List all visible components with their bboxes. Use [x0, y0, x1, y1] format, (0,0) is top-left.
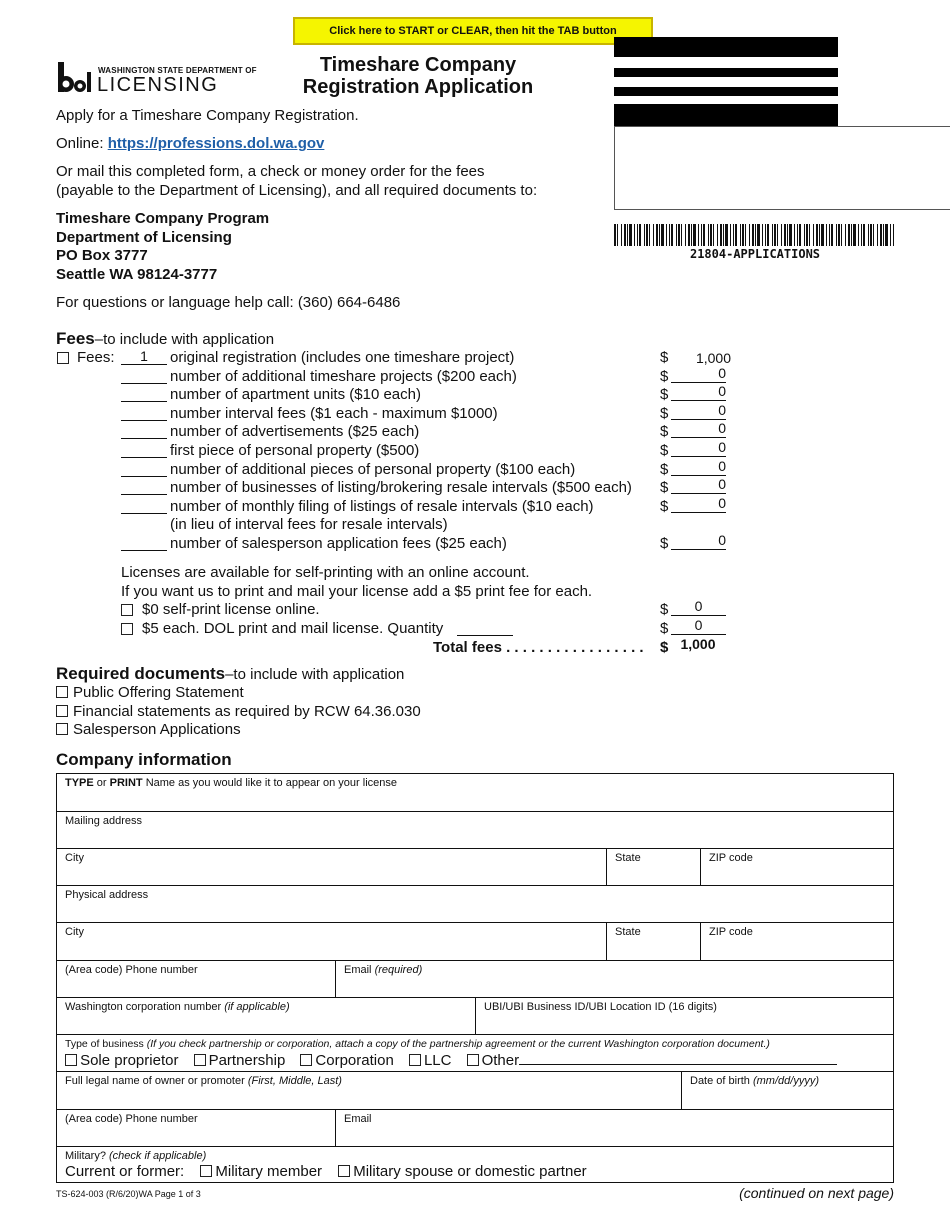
fee-row [0, 476, 950, 497]
fee-description: number interval fees ($1 each - maximum $1000) [170, 405, 498, 422]
barcode-bar [831, 224, 833, 246]
qty-field[interactable] [121, 368, 167, 384]
fee-description: number of monthly filing of listings of resale intervals ($10 each) [170, 498, 594, 515]
office-use-box [614, 126, 950, 210]
fee-amount: 0 [671, 404, 726, 420]
fee-amount: 0 [671, 367, 726, 383]
wa-corp-label: Washington corporation number [65, 1001, 225, 1013]
physical-address-label: Physical address [65, 889, 149, 901]
type-label: TYPE [65, 777, 94, 789]
state-label: State [615, 926, 641, 938]
dollar-sign: $ [660, 442, 669, 459]
dollar-sign: $ [660, 639, 669, 656]
barcode-bar [671, 224, 673, 246]
qty-field[interactable] [121, 535, 167, 551]
qty-field[interactable] [121, 386, 167, 402]
address-line: Seattle WA 98124-3777 [56, 265, 218, 283]
current-former-label: Current or former: [65, 1163, 185, 1180]
qty-field[interactable] [121, 498, 167, 514]
barcode-bar [762, 224, 763, 246]
barcode-bar [691, 224, 692, 246]
barcode-bar [634, 224, 635, 246]
redaction-bar [614, 87, 838, 96]
military-note: (check if applicable) [109, 1150, 207, 1162]
total-fees-row [0, 636, 950, 657]
barcode-bar [693, 224, 696, 246]
barcode-bar [720, 224, 722, 246]
required-doc-checkbox[interactable] [56, 686, 68, 698]
qty-field[interactable] [121, 479, 167, 495]
barcode-bar [774, 224, 776, 246]
page-title [262, 54, 574, 98]
dollar-sign: $ [660, 368, 669, 385]
dollar-sign: $ [660, 349, 669, 366]
barcode-bar [851, 224, 852, 246]
qty-field[interactable]: 1 [121, 349, 167, 365]
dob-label: Date of birth [690, 1075, 753, 1087]
other-checkbox[interactable] [467, 1054, 479, 1066]
barcode-bar [789, 224, 792, 246]
barcode-bar [821, 224, 824, 246]
fee-amount: 0 [671, 497, 726, 513]
dollar-sign: $ [660, 620, 669, 637]
online-link[interactable]: https://professions.dol.wa.gov [107, 135, 325, 152]
city-label: City [65, 926, 84, 938]
dollar-sign: $ [660, 405, 669, 422]
other-business-field[interactable] [519, 1052, 837, 1065]
barcode-bar [797, 224, 798, 246]
dollar-sign: $ [660, 535, 669, 552]
barcode-bar [678, 224, 680, 246]
barcode-bar [853, 224, 856, 246]
required-docs-title: Required documents [56, 664, 226, 683]
fee-note: (in lieu of interval fees for resale intervals) [170, 516, 448, 533]
fee-row [0, 458, 950, 479]
online-line [56, 135, 324, 154]
barcode-bar [627, 224, 628, 246]
fee-row [0, 495, 950, 516]
barcode-bar [698, 224, 699, 246]
corporation-checkbox[interactable] [300, 1054, 312, 1066]
military-options [65, 1163, 885, 1180]
ubi-field[interactable] [476, 998, 893, 1035]
barcode-bar [755, 224, 756, 246]
barcode-bar [666, 224, 667, 246]
barcode-bar [723, 224, 724, 246]
mailing-address-block [56, 210, 269, 284]
barcode-bar [740, 224, 741, 246]
required-doc-checkbox[interactable] [56, 705, 68, 717]
city-label: City [65, 852, 84, 864]
required-doc-label: Financial statements as required by RCW 64.36.030 [73, 703, 421, 720]
dol-print-label: $5 each. DOL print and mail license. Quantity [142, 620, 444, 637]
required-doc-item [56, 684, 244, 701]
barcode-text: 21804-APPLICATIONS [689, 247, 821, 261]
barcode-bar [890, 224, 891, 246]
required-doc-label: Salesperson Applications [73, 721, 241, 738]
self-print-row [0, 598, 950, 619]
barcode-bar [646, 224, 648, 246]
dollar-sign: $ [660, 423, 669, 440]
barcode-bar [749, 224, 750, 246]
barcode-bar [742, 224, 744, 246]
fee-note-row [0, 516, 950, 534]
zip-label: ZIP code [709, 926, 753, 938]
fee-row [0, 532, 950, 553]
dol-print-amount: 0 [671, 619, 726, 635]
mail-instructions [56, 163, 537, 200]
fee-description: original registration (includes one timeshare project) [170, 349, 515, 366]
fee-amount: 0 [671, 422, 726, 438]
license-name-field[interactable] [57, 774, 893, 812]
address-line: Timeshare Company Program [56, 210, 270, 227]
barcode-bar [784, 224, 786, 246]
zip-label: ZIP code [709, 852, 753, 864]
redaction-bar [614, 37, 838, 57]
military-label-line [65, 1150, 885, 1162]
barcode-bar [669, 224, 670, 246]
military-member-checkbox[interactable] [200, 1165, 212, 1177]
barcode-bar [845, 224, 846, 246]
fee-description: first piece of personal property ($500) [170, 442, 420, 459]
llc-checkbox[interactable] [409, 1054, 421, 1066]
fee-description: number of businesses of listing/brokering resale intervals ($500 each) [170, 479, 632, 496]
barcode-bar [656, 224, 658, 246]
barcode-bar [799, 224, 801, 246]
redaction-bar [614, 104, 838, 126]
total-fees-amount: 1,000 [680, 636, 716, 652]
license-note-2 [121, 583, 592, 601]
partnership-checkbox[interactable] [194, 1054, 206, 1066]
fee-row [0, 439, 950, 460]
barcode-bar [681, 224, 682, 246]
continued-note: (continued on next page) [739, 1185, 894, 1201]
barcode-bar [637, 224, 638, 246]
barcode-bar [893, 224, 894, 246]
barcode-bar [781, 224, 782, 246]
business-type-options [65, 1052, 885, 1069]
dollar-sign: $ [660, 601, 669, 618]
barcode-bar [877, 224, 878, 246]
barcode-bar [870, 224, 872, 246]
form-number: TS-624-003 (R/6/20)WA Page 1 of 3 [56, 1189, 201, 1199]
barcode-bar [883, 224, 884, 246]
fee-row [0, 402, 950, 423]
mailing-address-label: Mailing address [65, 815, 143, 827]
phone-field[interactable] [57, 961, 336, 998]
barcode-bar [735, 224, 737, 246]
ubi-label: UBI/UBI Business ID/UBI Location ID (16 digits) [484, 1001, 717, 1013]
fees-heading [56, 329, 274, 349]
option-label: Partnership [208, 1052, 286, 1069]
logo-agency-line: WASHINGTON STATE DEPARTMENT OF [98, 66, 257, 75]
mailing-address-field[interactable] [57, 812, 893, 849]
company-info-table [56, 773, 894, 1183]
license-note-1 [121, 564, 530, 582]
barcode-bar [885, 224, 888, 246]
barcode-bar [863, 224, 865, 246]
option-label: Sole proprietor [80, 1052, 179, 1069]
fee-description: number of additional pieces of personal property ($100 each) [170, 461, 576, 478]
qty-field[interactable] [121, 423, 167, 439]
print-quantity-field[interactable] [457, 620, 513, 636]
barcode-bar [710, 224, 712, 246]
required-docs-sub: –to include with application [225, 666, 405, 683]
logo-name: LICENSING [97, 74, 219, 96]
barcode-bar [703, 224, 705, 246]
barcode-bar [730, 224, 731, 246]
email-label: Email [344, 964, 375, 976]
barcode-bar [701, 224, 702, 246]
business-type-label: Type of business [65, 1038, 147, 1050]
barcode-bar [614, 224, 616, 246]
fee-row [0, 383, 950, 404]
fee-amount: 0 [671, 478, 726, 494]
mail-line-1: Or mail this completed form, a check or money order for the fees [56, 163, 485, 180]
barcode-bar [745, 224, 746, 246]
barcode-bar [639, 224, 641, 246]
barcode-bar [653, 224, 654, 246]
barcode-bar [659, 224, 660, 246]
barcode-bar [868, 224, 869, 246]
fee-row [0, 365, 950, 386]
barcode-bar [765, 224, 766, 246]
qty-field[interactable] [121, 461, 167, 477]
barcode-bar [767, 224, 769, 246]
barcode-bar [624, 224, 626, 246]
barcode-bar [836, 224, 837, 246]
physical-city-field[interactable] [57, 923, 607, 961]
company-heading-title: Company information [56, 750, 232, 769]
dob-field[interactable] [682, 1072, 893, 1110]
dollar-sign: $ [660, 461, 669, 478]
barcode-bar [777, 224, 778, 246]
barcode-bar [752, 224, 754, 246]
barcode-bar [816, 224, 818, 246]
barcode-bar [826, 224, 827, 246]
qty-field[interactable] [121, 405, 167, 421]
sole-proprietor-checkbox[interactable] [65, 1054, 77, 1066]
option-label: Corporation [315, 1052, 394, 1069]
barcode-bar [649, 224, 650, 246]
physical-address-field[interactable] [57, 886, 893, 923]
barcode-bar [794, 224, 795, 246]
barcode-bar [688, 224, 690, 246]
required-doc-checkbox[interactable] [56, 723, 68, 735]
barcode-bar [838, 224, 840, 246]
fee-amount: 1,000 [695, 350, 731, 366]
fee-amount: 0 [671, 534, 726, 550]
dol-logo-icon [56, 62, 92, 94]
fees-heading-title: Fees [56, 329, 95, 348]
military-spouse-checkbox[interactable] [338, 1165, 350, 1177]
company-heading [56, 750, 232, 770]
barcode-bar [806, 224, 808, 246]
required-docs-heading [56, 664, 404, 684]
barcode [614, 224, 896, 246]
business-type-label-line [65, 1038, 885, 1050]
fees-section [0, 349, 950, 659]
title-line-1: Timeshare Company [319, 54, 517, 76]
owner-name-field[interactable] [57, 1072, 682, 1110]
barcode-bar [861, 224, 862, 246]
barcode-bar [787, 224, 788, 246]
dol-print-row [0, 617, 950, 638]
fee-description: number of apartment units ($10 each) [170, 386, 421, 403]
barcode-bar [858, 224, 859, 246]
phone-label: (Area code) Phone number [65, 964, 198, 976]
fee-description: number of advertisements ($25 each) [170, 423, 420, 440]
barcode-bar [757, 224, 760, 246]
physical-zip-field[interactable] [701, 923, 893, 961]
military-member-label: Military member [215, 1163, 323, 1180]
barcode-bar [621, 224, 622, 246]
fee-amount: 0 [671, 441, 726, 457]
barcode-bar [873, 224, 874, 246]
option-label: LLC [423, 1052, 452, 1069]
barcode-bar [725, 224, 728, 246]
owner-name-note: (First, Middle, Last) [247, 1075, 342, 1087]
fee-row [0, 420, 950, 441]
print-label: PRINT [109, 777, 143, 789]
military-row [57, 1147, 893, 1182]
barcode-bar [717, 224, 718, 246]
total-fees-label: Total fees . . . . . . . . . . . . . . . . . [433, 639, 644, 656]
military-spouse-label: Military spouse or domestic partner [353, 1163, 587, 1180]
dollar-sign: $ [660, 386, 669, 403]
barcode-bar [841, 224, 842, 246]
fees-heading-sub: –to include with application [94, 331, 275, 348]
if-applicable-note: (if applicable) [224, 1001, 290, 1013]
physical-state-field[interactable] [607, 923, 701, 961]
fees-checkbox[interactable] [57, 352, 69, 364]
barcode-bar [685, 224, 686, 246]
barcode-bar [813, 224, 814, 246]
required-doc-item [56, 721, 241, 738]
fee-row [0, 349, 950, 367]
barcode-bar [713, 224, 714, 246]
barcode-bar [629, 224, 632, 246]
address-line: PO Box 3777 [56, 247, 148, 264]
barcode-bar [772, 224, 773, 246]
start-clear-button[interactable]: Click here to START or CLEAR, then hit the TAB button [293, 17, 653, 45]
dollar-sign: $ [660, 498, 669, 515]
business-type-note: (If you check partnership or corporation, attach a copy of the partnership agreement or the current Washington corporation document.) [146, 1038, 770, 1050]
barcode-bar [644, 224, 645, 246]
title-line-2: Registration Application [302, 76, 534, 98]
fees-label: Fees: [77, 349, 115, 366]
option-label: Other [481, 1052, 520, 1069]
barcode-bar [804, 224, 805, 246]
online-label: Online: [56, 135, 108, 152]
help-line: For questions or language help call: (360) 664-6486 [56, 294, 401, 311]
email-label: Email [344, 1113, 372, 1125]
license-note-text: Licenses are available for self-printing with an online account. [121, 564, 530, 581]
fee-amount: 0 [671, 385, 726, 401]
owner-email-field[interactable] [336, 1110, 893, 1147]
or-label: or [93, 777, 110, 789]
phone-label: (Area code) Phone number [65, 1113, 198, 1125]
redaction-bar [614, 68, 838, 77]
mail-line-2: (payable to the Department of Licensing), and all required documents to: [56, 181, 538, 199]
svg-text:dol [56, 93, 57, 94]
military-label: Military? [65, 1150, 110, 1162]
state-label: State [615, 852, 641, 864]
barcode-bar [733, 224, 734, 246]
barcode-bar [848, 224, 850, 246]
dol-logo [56, 60, 257, 96]
barcode-bar [809, 224, 810, 246]
qty-field[interactable] [121, 442, 167, 458]
owner-name-label: Full legal name of owner or promoter [65, 1075, 248, 1087]
mailing-city-field[interactable] [57, 849, 607, 886]
barcode-bar [708, 224, 709, 246]
dol-print-checkbox[interactable] [121, 623, 133, 635]
owner-phone-field[interactable] [57, 1110, 336, 1147]
barcode-bar [829, 224, 830, 246]
email-field[interactable] [336, 961, 893, 998]
mailing-state-field[interactable] [607, 849, 701, 886]
business-type-row [57, 1035, 893, 1072]
license-note-text: If you want us to print and mail your license add a $5 print fee for each. [121, 583, 593, 600]
email-required-note: (required) [374, 964, 423, 976]
self-print-checkbox[interactable] [121, 604, 133, 616]
barcode-bar [617, 224, 618, 246]
barcode-bar [819, 224, 820, 246]
self-print-label: $0 self-print license online. [142, 601, 320, 618]
fee-description: number of additional timeshare projects ($200 each) [170, 368, 517, 385]
fee-amount: 0 [671, 460, 726, 476]
intro-text: Apply for a Timeshare Company Registration. [56, 107, 359, 124]
address-line: Department of Licensing [56, 228, 232, 246]
mailing-zip-field[interactable] [701, 849, 893, 886]
fee-description: number of salesperson application fees ($25 each) [170, 535, 507, 552]
required-doc-item [56, 703, 421, 720]
dob-note: (mm/dd/yyyy) [752, 1075, 819, 1087]
barcode-bar [661, 224, 664, 246]
required-doc-label: Public Offering Statement [73, 684, 244, 701]
barcode-bar [880, 224, 882, 246]
barcode-bar [676, 224, 677, 246]
self-print-amount: 0 [671, 600, 726, 616]
license-name-label: Name as you would like it to appear on your license [142, 777, 397, 789]
dollar-sign: $ [660, 479, 669, 496]
wa-corp-number-field[interactable] [57, 998, 476, 1035]
